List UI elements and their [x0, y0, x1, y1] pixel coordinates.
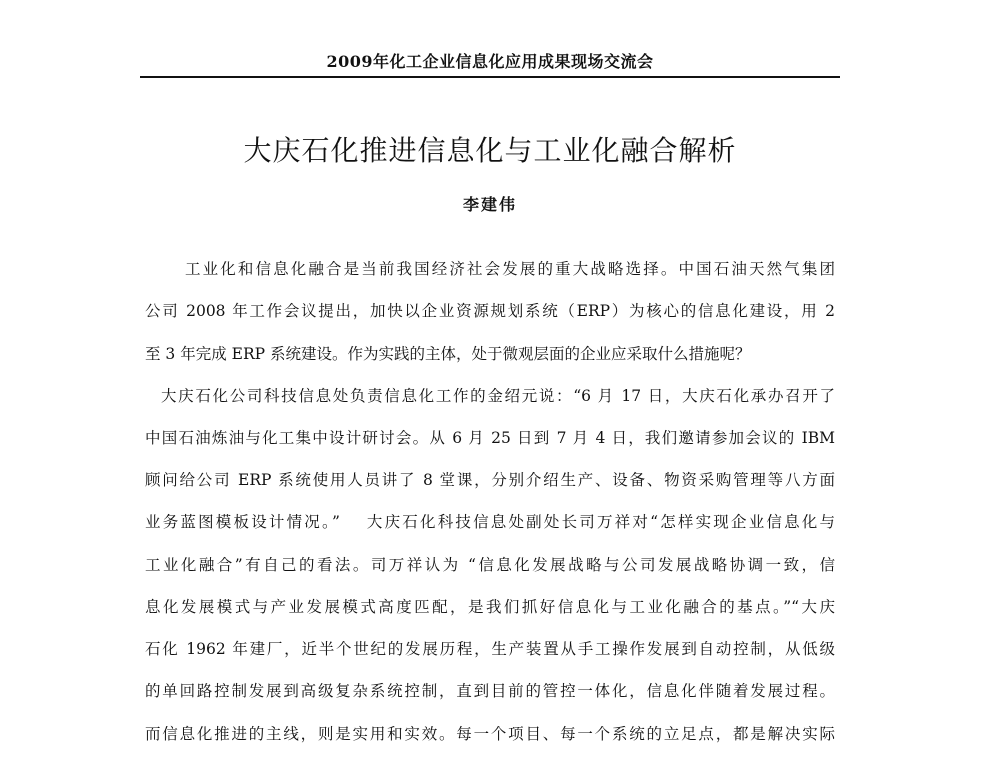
author-name: 李建伟 [462, 195, 517, 214]
body-line: 大庆石化公司科技信息处负责信息化工作的金绍元说：“6 月 17 日，大庆石化承办召开了 [161, 387, 835, 405]
body-line: 中国石油炼油与化工集中设计研讨会。从 6 月 25 日到 7 月 4 日，我们邀请参加会议的 IBM [145, 429, 835, 447]
running-header: 2009年化工企业信息化应用成果现场交流会 [326, 52, 654, 71]
header-rule [140, 76, 840, 78]
body-line: 工业化融合”有自己的看法。司万祥认为 “信息化发展战略与公司发展战略协调一致，信 [145, 556, 835, 574]
body-line: 顾问给公司 ERP 系统使用人员讲了 8 堂课，分别介绍生产、设备、物资采购管理等八方面 [145, 471, 835, 489]
article-title: 大庆石化推进信息化与工业化融合解析 [243, 133, 737, 167]
body-line: 的单回路控制发展到高级复杂系统控制，直到目前的管控一体化，信息化伴随着发展过程。 [145, 682, 835, 700]
body-line: 石化 1962 年建厂，近半个世纪的发展历程，生产装置从手工操作发展到自动控制，从低级 [145, 640, 835, 658]
body-line: 工业化和信息化融合是当前我国经济社会发展的重大战略选择。中国石油天然气集团 [185, 260, 835, 278]
body-line: 业务蓝图模板设计情况。” 大庆石化科技信息处副处长司万祥对“怎样实现企业信息化与 [145, 513, 835, 531]
body-line: 公司 2008 年工作会议提出，加快以企业资源规划系统（ERP）为核心的信息化建设，用 2 [145, 302, 835, 320]
body-line: 而信息化推进的主线，则是实用和实效。每一个项目、每一个系统的立足点，都是解决实际 [145, 725, 835, 743]
body-line: 息化发展模式与产业发展模式高度匹配，是我们抓好信息化与工业化融合的基点。”“大庆 [145, 598, 835, 616]
body-line: 至 3 年完成 ERP 系统建设。作为实践的主体，处于微观层面的企业应采取什么措施呢？ [145, 345, 751, 363]
